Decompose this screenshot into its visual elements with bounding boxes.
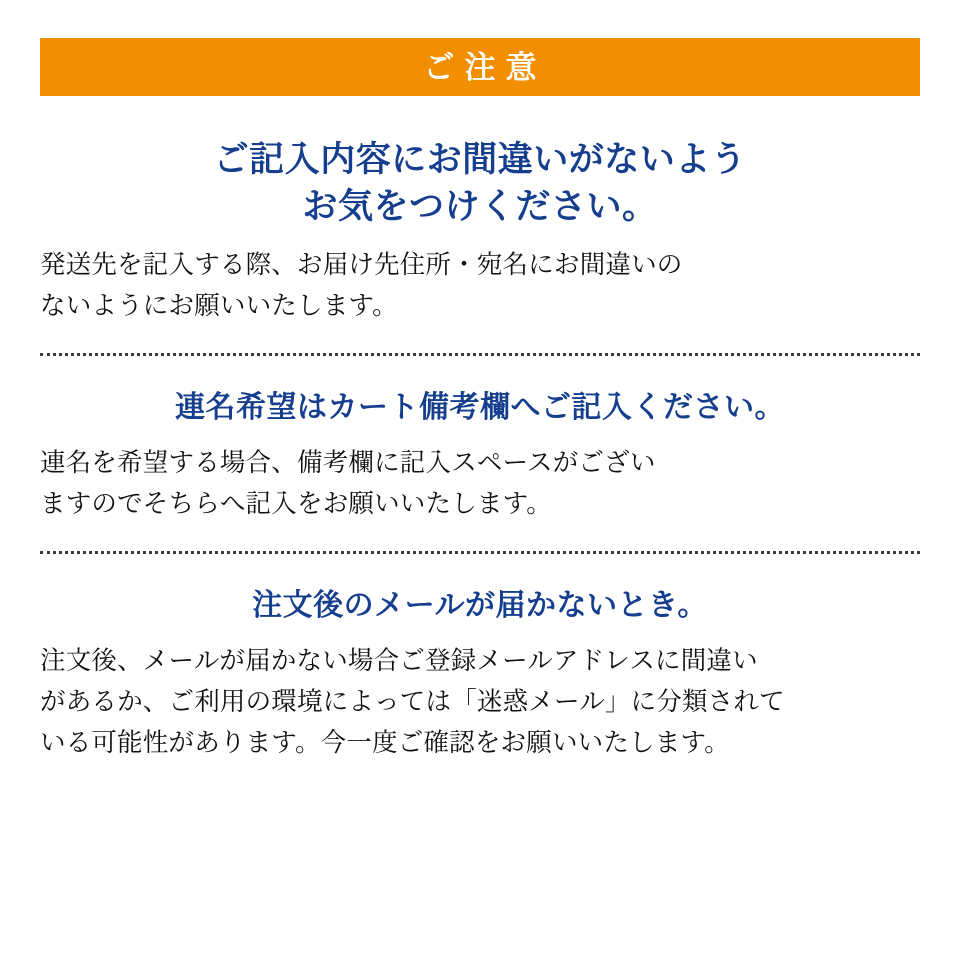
section-2-body-line-1: 連名を希望する場合、備考欄に記入スペースがござい [40, 448, 656, 477]
section-divider-2 [40, 551, 920, 554]
notice-content [0, 96, 960, 765]
section-2-body-line-2: ますのでそちらへ記入をお願いいたします。 [40, 489, 552, 518]
section-3-body [40, 641, 920, 765]
section-2-heading-line-1: 連名希望はカート備考欄へご記入ください。 [175, 391, 785, 425]
notice-section-3 [40, 554, 920, 764]
section-2-body [40, 443, 920, 526]
notice-section-2 [40, 356, 920, 525]
section-3-body-line-2: があるか、ご利用の環境によっては「迷惑メール」に分類されて [40, 687, 785, 716]
section-3-body-line-3: いる可能性があります。今一度ご確認をお願いいたします。 [40, 729, 730, 758]
section-divider-1 [40, 353, 920, 356]
section-1-body-line-1: 発送先を記入する際、お届け先住所・宛名にお間違いの [40, 250, 683, 279]
notice-banner [40, 38, 920, 96]
section-3-body-line-1: 注文後、メールが届かない場合ご登録メールアドレスに間違い [40, 646, 758, 675]
section-1-body [40, 245, 920, 328]
notice-section-1 [40, 96, 920, 327]
section-1-body-line-2: ないようにお願いいたします。 [40, 291, 398, 320]
section-1-heading [40, 136, 920, 231]
section-2-heading [40, 388, 920, 429]
section-1-heading-line-2: お気をつけください。 [302, 187, 658, 227]
section-1-heading-line-1: ご記入内容にお間違いがないよう [213, 140, 747, 179]
section-3-heading-line-1: 注文後のメールが届かないとき。 [252, 589, 708, 623]
notice-banner-title: ご注意 [423, 49, 547, 85]
section-3-heading [40, 586, 920, 627]
